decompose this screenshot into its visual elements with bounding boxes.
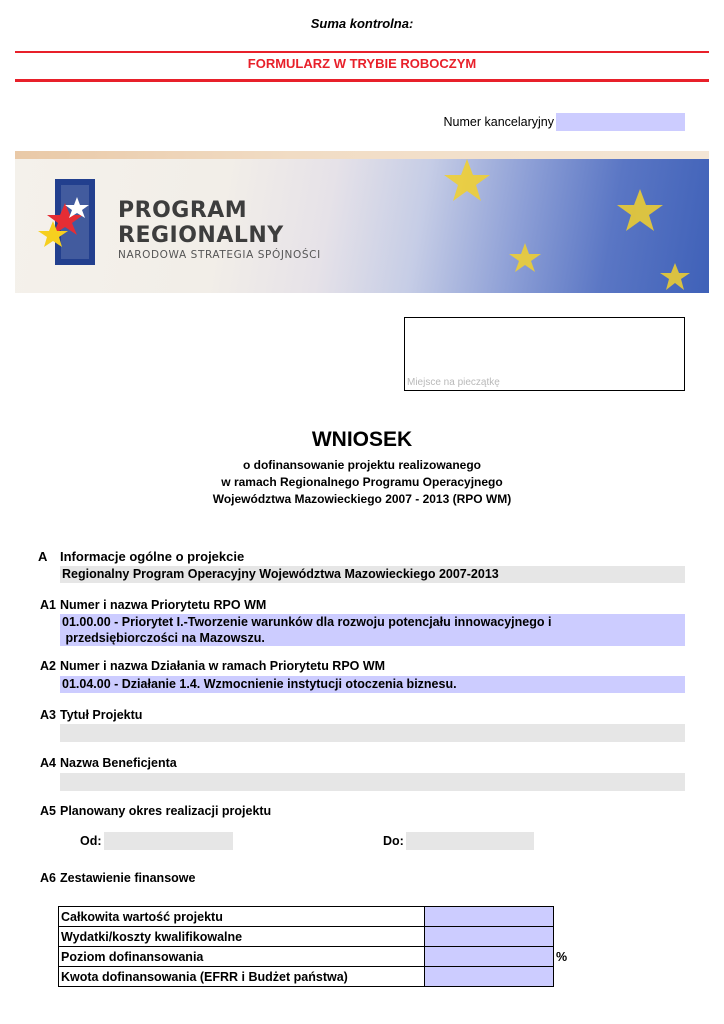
checksum-label: Suma kontrolna: bbox=[310, 16, 414, 31]
measure-field[interactable]: 01.04.00 - Działanie 1.4. Wzmocnienie instytucji otoczenia biznesu. bbox=[60, 676, 685, 693]
beneficiary-input[interactable] bbox=[60, 773, 685, 791]
a3-number: A3 bbox=[40, 708, 56, 722]
funding-level-percent-unit: % bbox=[556, 949, 568, 964]
a6-heading: Zestawienie finansowe bbox=[60, 871, 196, 885]
eligible-costs-input[interactable] bbox=[425, 927, 554, 947]
document-subtitle bbox=[0, 457, 724, 508]
program-logo-title bbox=[118, 198, 284, 248]
divider-top bbox=[15, 51, 709, 53]
a5-heading: Planowany okres realizacji projektu bbox=[60, 804, 272, 818]
divider-bottom bbox=[15, 79, 709, 82]
section-a-number: A bbox=[38, 549, 48, 564]
eligible-costs-label: Wydatki/koszty kwalifikowalne bbox=[59, 927, 425, 947]
document-title: WNIOSEK bbox=[311, 428, 413, 451]
a4-heading: Nazwa Beneficjenta bbox=[60, 756, 177, 770]
to-date-label: Do: bbox=[383, 834, 404, 848]
kancelaryjny-input[interactable] bbox=[556, 113, 685, 131]
total-value-input[interactable] bbox=[425, 907, 554, 927]
section-a-heading: Informacje ogólne o projekcie bbox=[60, 549, 245, 564]
funding-amount-input[interactable] bbox=[425, 967, 554, 987]
eligible-costs-unit bbox=[554, 927, 573, 947]
program-banner bbox=[15, 151, 709, 293]
priority-line2: przedsiębiorczości na Mazowszu. bbox=[62, 631, 265, 645]
total-value-label: Całkowita wartość projektu bbox=[59, 907, 425, 927]
program-name-field[interactable]: Regionalny Program Operacyjny Województwa Mazowieckiego 2007-2013 bbox=[60, 566, 685, 583]
subtitle-line2: w ramach Regionalnego Programu Operacyjnego bbox=[221, 475, 503, 489]
subtitle-line3: Województwa Mazowieckiego 2007 - 2013 (RPO WM) bbox=[212, 492, 512, 506]
priority-field[interactable] bbox=[60, 614, 685, 646]
to-date-input[interactable] bbox=[406, 832, 534, 850]
draft-mode-banner: FORMULARZ W TRYBIE ROBOCZYM bbox=[247, 56, 477, 71]
a1-number: A1 bbox=[40, 598, 56, 612]
financial-summary-table bbox=[58, 906, 573, 987]
priority-line1: 01.00.00 - Priorytet I.-Tworzenie warunków dla rozwoju potencjału innowacyjnego i bbox=[62, 615, 552, 629]
a4-number: A4 bbox=[40, 756, 56, 770]
program-title-line1: PROGRAM bbox=[118, 198, 248, 223]
funding-level-input[interactable] bbox=[425, 947, 554, 967]
program-title-line2: REGIONALNY bbox=[118, 223, 284, 248]
funding-amount-label: Kwota dofinansowania (EFRR i Budżet państwa) bbox=[59, 967, 425, 987]
stamp-box bbox=[404, 317, 685, 391]
funding-amount-unit bbox=[554, 967, 573, 987]
a2-heading: Numer i nazwa Działania w ramach Priorytetu RPO WM bbox=[60, 659, 386, 673]
table-row bbox=[59, 967, 573, 987]
funding-level-label: Poziom dofinansowania bbox=[59, 947, 425, 967]
a2-number: A2 bbox=[40, 659, 56, 673]
a5-number: A5 bbox=[40, 804, 56, 818]
kancelaryjny-label: Numer kancelaryjny bbox=[443, 115, 554, 129]
a3-heading: Tytuł Projektu bbox=[60, 708, 143, 722]
program-logo-icon bbox=[37, 179, 109, 265]
from-date-label: Od: bbox=[80, 834, 102, 848]
table-row bbox=[59, 927, 573, 947]
table-row bbox=[59, 947, 573, 967]
subtitle-line1: o dofinansowanie projektu realizowanego bbox=[242, 458, 482, 472]
a1-heading: Numer i nazwa Priorytetu RPO WM bbox=[60, 598, 267, 612]
program-logo-subtitle: NARODOWA STRATEGIA SPÓJNOŚCI bbox=[118, 249, 321, 261]
a6-number: A6 bbox=[40, 871, 56, 885]
table-row bbox=[59, 907, 573, 927]
stamp-label: Miejsce na pieczątkę bbox=[407, 377, 500, 388]
project-title-input[interactable] bbox=[60, 724, 685, 742]
total-value-unit bbox=[554, 907, 573, 927]
from-date-input[interactable] bbox=[104, 832, 233, 850]
